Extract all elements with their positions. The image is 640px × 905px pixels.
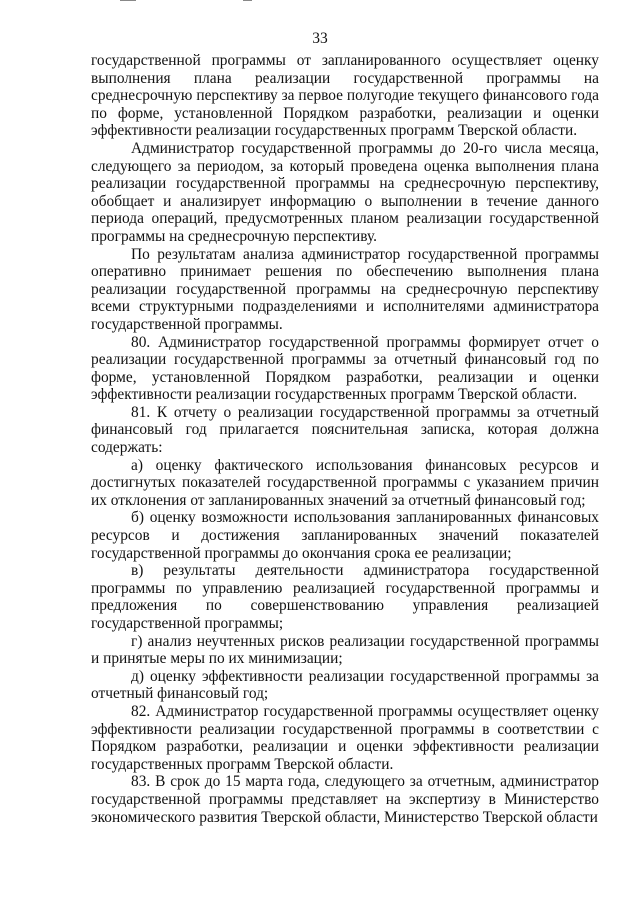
page-number: 33 [312, 30, 328, 47]
document-body [91, 52, 599, 826]
paragraph-analysis-results: По результатам анализа администратор государственной программы оперативно принимает решения по обеспечению выполнения плана реализации государственной программы на среднесрочную перспективу всеми структурными подразделениями и исполнителями администратора государственной программы. [91, 245, 599, 333]
paragraph-item-80: 80. Администратор государственной программы формирует отчет о реализации государственной программы за отчетный финансовый год по форме, установленной Порядком разработки, реализации и оценки эффективности реализации государственных программ Тверской области. [91, 333, 599, 404]
scan-artifact-mark [120, 0, 136, 1]
list-item-d: д) оценку эффективности реализации государственной программы за отчетный финансовый год; [91, 667, 599, 703]
list-item-v: в) результаты деятельности администратора государственной программы по управлению реализацией государственной программы и предложения по совершенствованию управления реализацией государственной программы; [91, 562, 599, 632]
paragraph-item-82: 82. Администратор государственной программы осуществляет оценку эффективности реализации государственной программы в соответствии с Порядком разработки, реализации и оценки эффективности реализации государственных программ Тверской области. [91, 702, 599, 773]
scan-artifact-mark [243, 0, 252, 1]
list-item-b: б) оценку возможности использования запланированных финансовых ресурсов и достижения запланированных значений показателей государственной программы до окончания срока ее реализации; [91, 509, 599, 562]
paragraph-item-81: 81. К отчету о реализации государственной программы за отчетный финансовый год прилагается пояснительная записка, которая должна содержать: [91, 403, 599, 457]
paragraph-continuation: государственной программы от запланированного осуществляет оценку выполнения плана реализации государственной программы на среднесрочную перспективу за первое полугодие текущего финансового года по форме, установленной Порядком разработки, реализации и оценки эффективности реализации государственных программ Тверской области. [91, 52, 599, 140]
list-item-a: а) оценку фактического использования финансовых ресурсов и достигнутых показателей государственной программы с указанием причин их отклонения от запланированных значений за отчетный финансовый год; [91, 456, 599, 509]
paragraph-item-83: 83. В срок до 15 марта года, следующего за отчетным, администратор государственной программы представляет на экспертизу в Министерство экономического развития Тверской области, Министерство Тверской области [91, 773, 599, 826]
paragraph-administrator-monthly-report: Администратор государственной программы до 20-го числа месяца, следующего за периодом, за который проведена оценка выполнения плана реализации государственной программы на среднесрочную перспективу, обобщает и анализирует информацию о выполнении в течение данного периода операций, предусмотренных планом реализации государственной программы на среднесрочную перспективу. [91, 139, 599, 245]
list-item-g: г) анализ неучтенных рисков реализации государственной программы и принятые меры по их минимизации; [91, 632, 599, 668]
